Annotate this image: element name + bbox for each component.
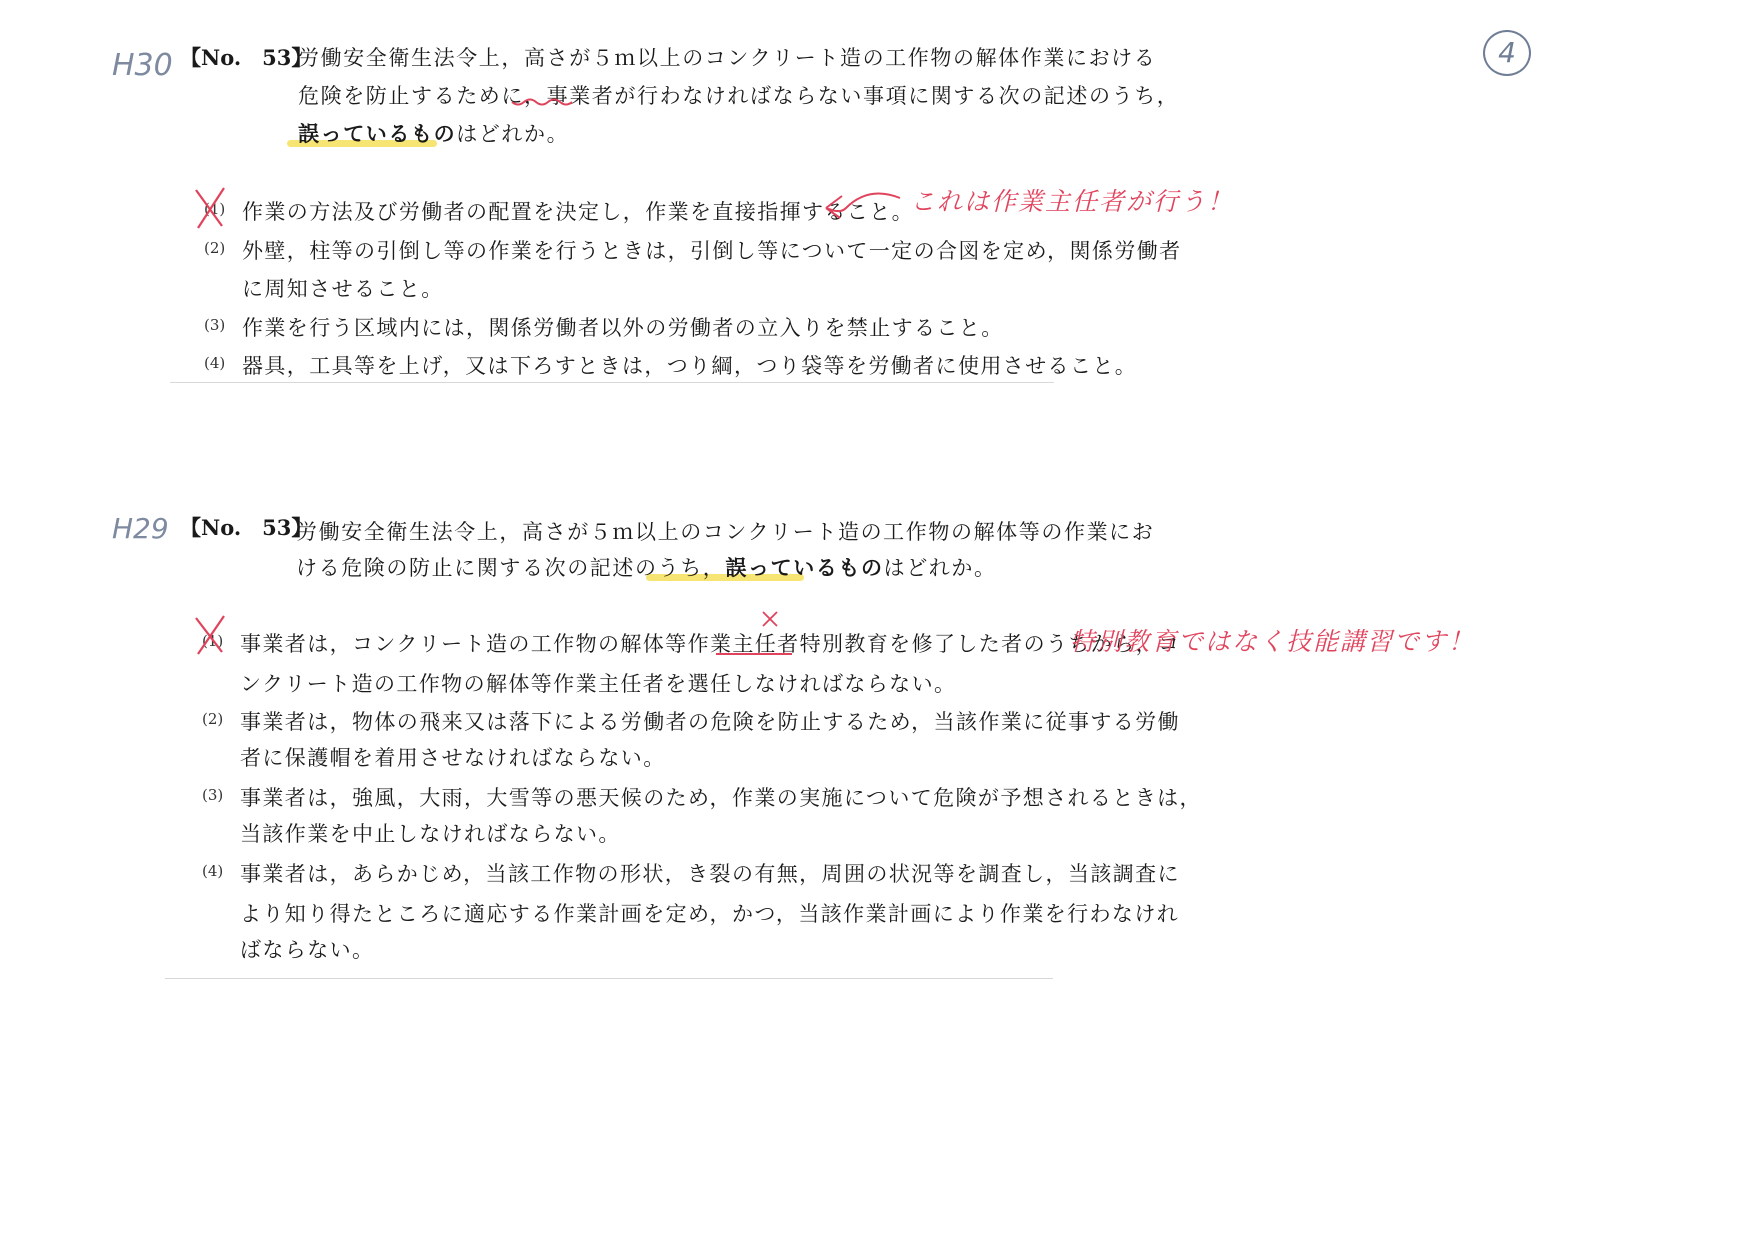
option-text: 事業者は，あらかじめ，当該工作物の形状，き裂の有無，周囲の状況等を調査し，当該調査に	[240, 862, 1180, 886]
year-tag-h29: H29	[112, 512, 169, 545]
page-number-circle	[1483, 30, 1531, 76]
question-stem-line3	[298, 118, 569, 148]
option-number: (4)	[202, 862, 224, 880]
option-text-continued: ンクリート造の工作物の解体等作業主任者を選任しなければならない。	[240, 672, 957, 696]
stem-ending: はどれか。	[883, 556, 997, 580]
option-text: 事業者は，物体の飛来又は落下による労働者の危険を防止するため，当該作業に従事する労働	[240, 710, 1180, 734]
handwritten-note-q2: 特別教育ではなく技能講習です！	[1070, 627, 1476, 656]
option-text-continued: より知り得たところに適応する作業計画を定め，かつ，当該作業計画により作業を行わなけれ	[240, 902, 1180, 926]
option-number: (2)	[202, 710, 224, 728]
option-text: 器具，工具等を上げ，又は下ろすときは，つり綱，つり袋等を労働者に使用させること。	[242, 354, 1138, 378]
option-text-continued: に周知させること。	[242, 277, 444, 301]
clipping-edge	[165, 978, 1053, 979]
option-text: 作業を行う区域内には，関係労働者以外の労働者の立入りを禁止すること。	[242, 316, 1004, 340]
handwritten-note-q1: これは作業主任者が行う！	[910, 187, 1235, 216]
option-number: (1)	[204, 200, 226, 218]
question-number: 【No. 53】	[180, 515, 313, 540]
option-text: 事業者は，コンクリート造の工作物の解体等作業主任者特別教育を修了した者のうちから，コ	[240, 632, 1181, 656]
option-text: 事業者は，強風，大雨，大雪等の悪天候のため，作業の実施について危険が予想されるときは，	[240, 786, 1202, 810]
emphasis-wrong-one: 誤っているもの	[298, 121, 457, 146]
option-text-continued: ばならない。	[240, 938, 375, 962]
question-stem-line1: 労働安全衛生法令上，高さが５ｍ以上のコンクリート造の工作物の解体作業における	[298, 46, 1157, 70]
question-stem-line1: 労働安全衛生法令上，高さが５ｍ以上のコンクリート造の工作物の解体等の作業にお	[296, 520, 1155, 544]
option-number: (3)	[202, 786, 224, 804]
option-number: (3)	[204, 316, 226, 334]
option-text: 外壁，柱等の引倒し等の作業を行うときは，引倒し等について一定の合図を定め，関係労働者	[242, 239, 1182, 263]
option-number: (2)	[204, 239, 226, 257]
question-stem-line2: 危険を防止するために，事業者が行わなければならない事項に関する次の記述のうち，	[298, 84, 1180, 108]
question-stem-line2	[296, 552, 997, 582]
question-number: 【No. 53】	[180, 45, 313, 70]
clipping-edge	[170, 382, 1054, 383]
page-number: 4	[1498, 36, 1516, 69]
option-number: (4)	[204, 354, 226, 372]
option-text-continued: 当該作業を中止しなければならない。	[240, 822, 621, 846]
cross-mark-icon	[763, 612, 777, 626]
year-tag-h30: H30	[112, 48, 173, 83]
option-number: (1)	[202, 632, 224, 650]
stem-part: ける危険の防止に関する次の記述のうち，	[296, 556, 726, 580]
emphasis-wrong-one: 誤っているもの	[725, 555, 884, 580]
option-text-continued: 者に保護帽を着用させなければならない。	[240, 746, 666, 770]
stem-ending: はどれか。	[456, 122, 570, 146]
option-text: 作業の方法及び労働者の配置を決定し，作業を直接指揮すること。	[242, 200, 914, 224]
